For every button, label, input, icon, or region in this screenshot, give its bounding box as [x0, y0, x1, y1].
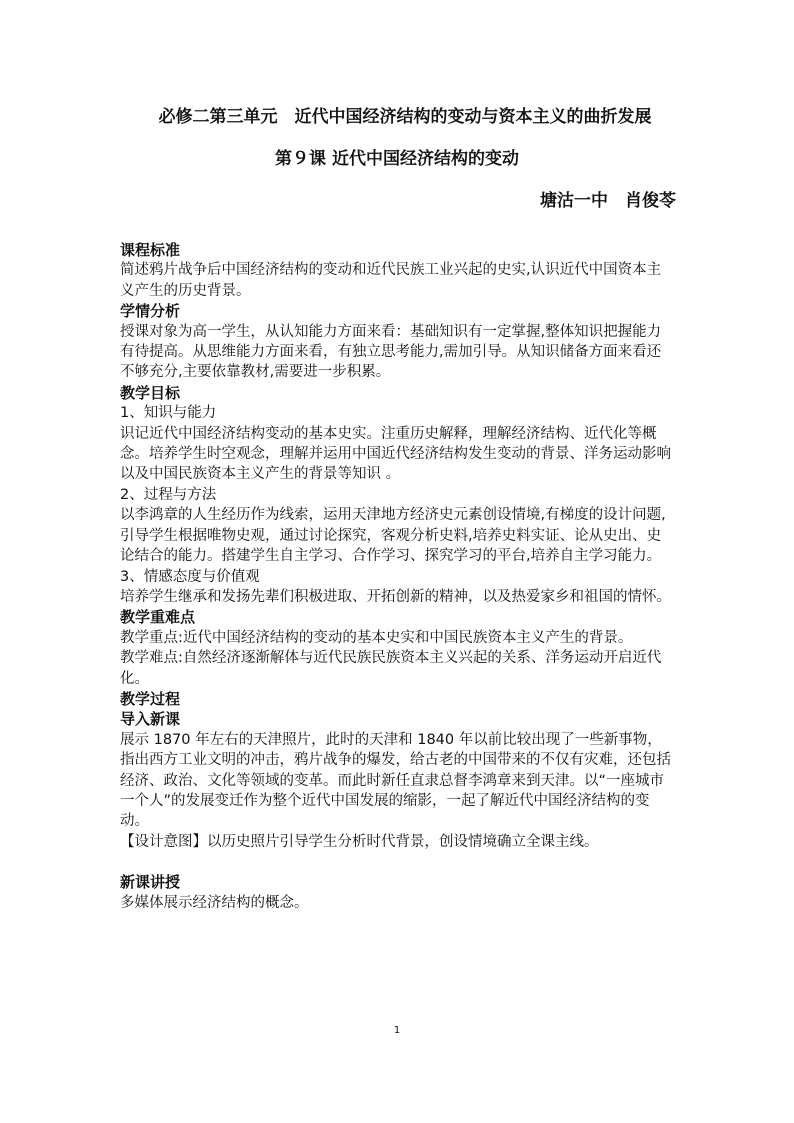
- goal2-title: 2、过程与方法: [120, 486, 217, 503]
- intro-text: 展示 1870 年左右的天津照片，此时的天津和 1840 年以前比较出现了一些新事物，指出西方工业文明的冲击，鸦片战争的爆发，给古老的中国带来的不仅有灾难，还包括经济、政治、文化等领域的变革。而此时新任直隶总督李鸿章来到天津。以“一座城市一个人”的发展变迁作为整个近代中国发展的缩影，一起了解近代中国经济结构的变动。: [120, 731, 671, 830]
- standard-text: 简述鸦片战争后中国经济结构的变动和近代民族工业兴起的史实,认识近代中国资本主义产生的历史背景。: [120, 262, 662, 299]
- goal3-title: 3、情感态度与价值观: [120, 568, 260, 585]
- goal1-text: 识记近代中国经济结构变动的基本史实。注重历史解释，理解经济结构、近代化等概念。培养学生时空观念，理解并运用中国近代经济结构发生变动的背景、洋务运动影响以及中国民族资本主义产生的背景等知识 。: [120, 425, 671, 483]
- focus-key-text: 教学重点:近代中国经济结构的变动的基本史实和中国民族资本主义产生的背景。: [120, 629, 633, 646]
- unit-title: 必修二第三单元 近代中国经济结构的变动与资本主义的曲折发展: [158, 107, 652, 127]
- section-heading-intro: 导入新课: [120, 710, 181, 729]
- focus-hard-text: 教学难点:自然经济逐渐解体与近代民族民族资本主义兴起的关系、洋务运动开启近代化。: [120, 650, 662, 687]
- page-number: 1: [393, 1025, 401, 1036]
- paragraph-gap: [120, 852, 675, 872]
- section-heading-focus: 教学重难点: [120, 608, 196, 627]
- section-heading-new: 新课讲授: [120, 873, 181, 892]
- author-line: 塘沽一中 肖俊苓: [540, 191, 676, 211]
- section-heading-analysis: 学情分析: [120, 302, 181, 321]
- analysis-text: 授课对象为高一学生，从认知能力方面来看：基础知识有一定掌握,整体知识把握能力有待提高。从思维能力方面来看，有独立思考能力,需加引导。从知识储备方面来看还不够充分,主要依靠教材,需要进一步积累。: [120, 323, 662, 381]
- section-heading-standard: 课程标准: [120, 241, 181, 259]
- goal3-text: 培养学生继承和发扬先辈们积极进取、开拓创新的精神，以及热爱家乡和祖国的情怀。: [120, 588, 671, 605]
- document-body: [120, 240, 675, 913]
- design-note: 【设计意图】以历史照片引导学生分析时代背景，创设情境确立全课主线。: [120, 833, 599, 850]
- section-heading-process: 教学过程: [120, 689, 181, 708]
- goal1-title: 1、知识与能力: [120, 405, 217, 422]
- new-text: 多媒体展示经济结构的概念。: [120, 894, 309, 911]
- section-heading-goals: 教学目标: [120, 383, 181, 402]
- goal2-text: 以李鸿章的人生经历作为线索，运用天津地方经济史元素创设情境,有梯度的设计问题,引导学生根据唯物史观，通过讨论探究，客观分析史料,培养史料实证、论从史出、史论结合的能力。搭建学生自主学习、合作学习、探究学习的平台,培养自主学习能力。: [120, 507, 666, 565]
- lesson-title: 第９课 近代中国经济结构的变动: [275, 149, 519, 169]
